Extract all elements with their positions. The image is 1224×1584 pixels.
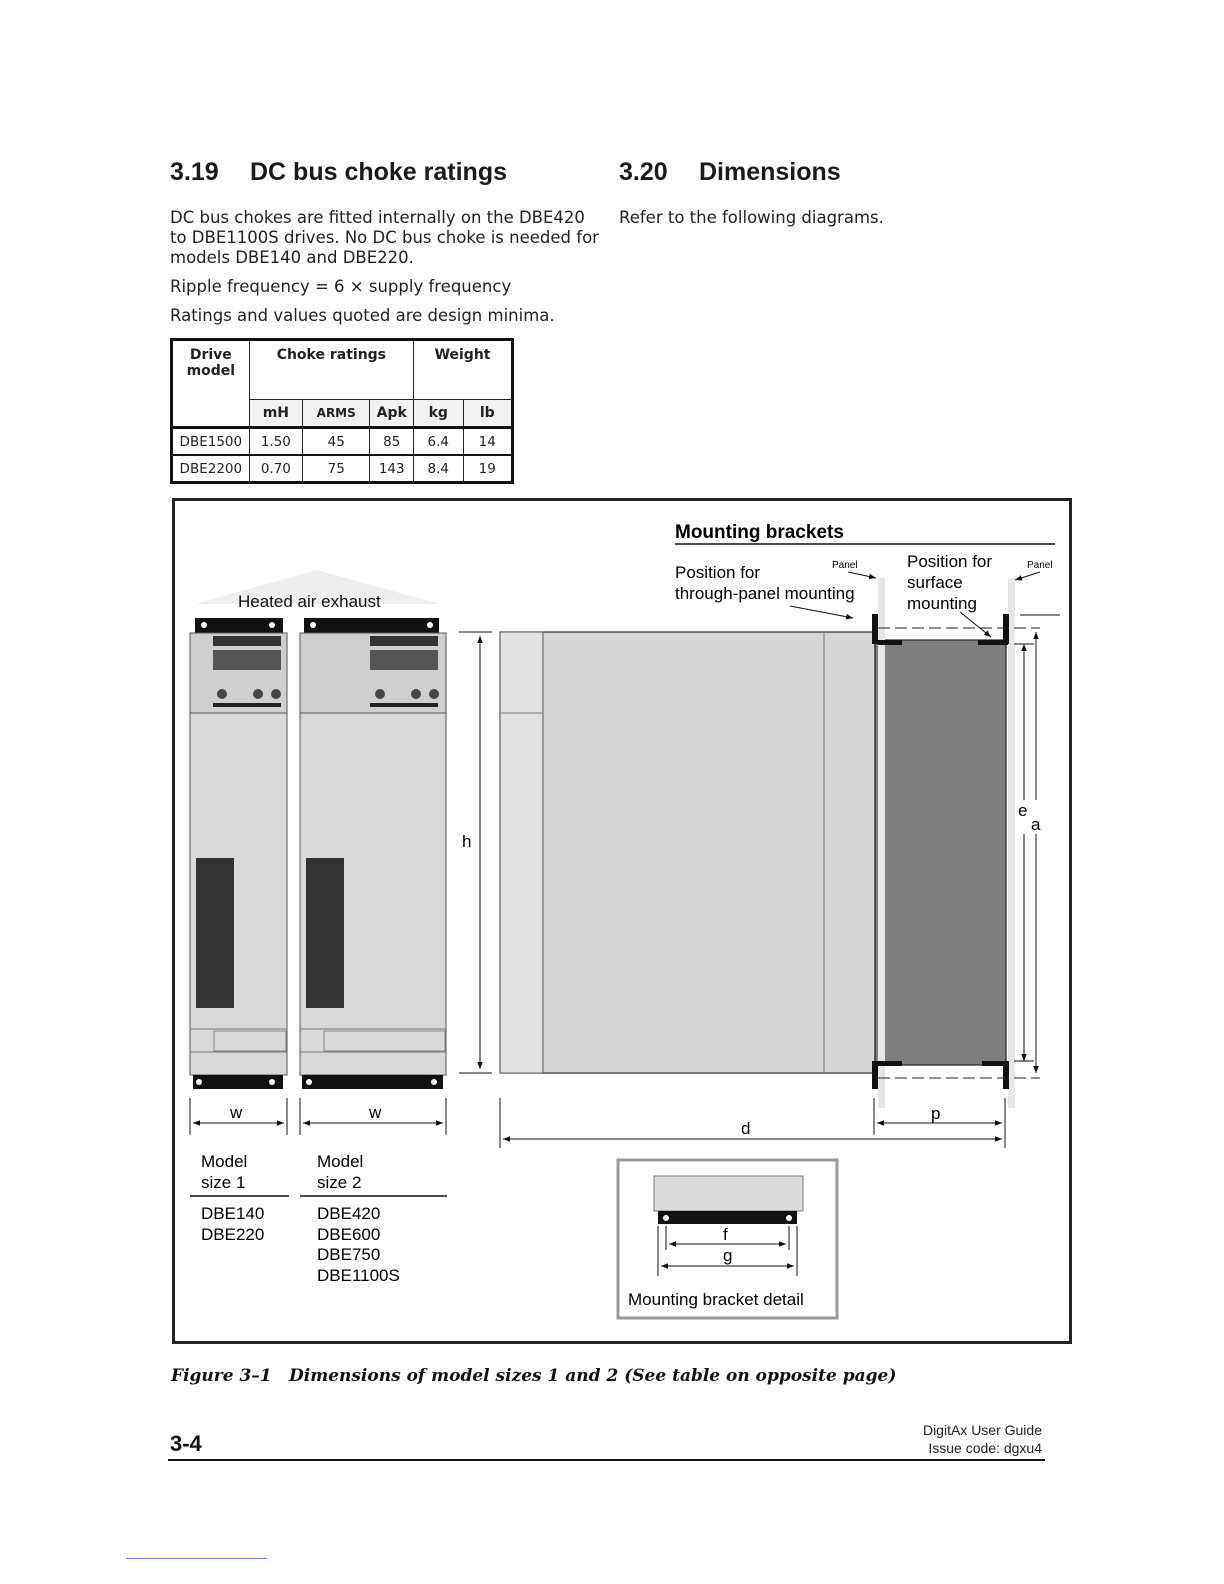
section-title: Dimensions — [699, 158, 841, 186]
paragraph: Ripple frequency = 6 × supply frequency — [170, 277, 512, 296]
table-cell: DBE1500 — [172, 428, 250, 456]
table-cell: 75 — [303, 455, 370, 483]
model-item: DBE220 — [201, 1225, 265, 1244]
model-size-2-heading: size 2 — [317, 1173, 362, 1192]
paragraph: Ratings and values quoted are design minima. — [170, 306, 555, 325]
dim-h-label: h — [462, 832, 472, 851]
unit-header: lb — [463, 400, 512, 428]
unit-header: mH — [249, 400, 302, 428]
guide-title: DigitAx User Guide — [922, 1422, 1042, 1438]
model-item: DBE750 — [317, 1245, 381, 1264]
footer-info — [923, 1421, 1042, 1457]
table-cell: 0.70 — [249, 455, 302, 483]
drive-model-size-2 — [300, 618, 446, 1089]
paragraph: Refer to the following diagrams. — [619, 208, 884, 227]
header-weight: Weight — [414, 340, 513, 400]
table-cell: 19 — [463, 455, 512, 483]
model-size-1-heading: Model — [201, 1152, 248, 1171]
footer-rule — [168, 1459, 1045, 1461]
surface-label: Position for — [907, 552, 993, 571]
table-cell: 1.50 — [249, 428, 302, 456]
panel-label: Panel — [1027, 560, 1053, 571]
table-cell: 14 — [463, 428, 512, 456]
bracket-detail-label: Mounting bracket detail — [628, 1290, 804, 1309]
panel-left — [878, 578, 885, 1108]
table-cell: 45 — [303, 428, 370, 456]
panel-right — [1008, 578, 1015, 1108]
panel-label: Panel — [832, 560, 858, 571]
mounting-bracket-detail — [618, 1160, 837, 1318]
table-cell: 8.4 — [414, 455, 464, 483]
dim-e-label: e — [1018, 801, 1028, 820]
issue-code: Issue code: dgxu4 — [928, 1440, 1042, 1456]
surface-label: mounting — [907, 594, 977, 613]
section-number: 3.20 — [619, 158, 668, 186]
model-item: DBE600 — [317, 1225, 381, 1244]
bottom-link-rule — [126, 1558, 267, 1559]
dim-a-label: a — [1031, 815, 1041, 834]
dim-d-label: d — [741, 1119, 751, 1138]
table-cell: 6.4 — [414, 428, 464, 456]
model-item: DBE140 — [201, 1204, 265, 1223]
through-panel-label: through-panel mounting — [675, 584, 855, 603]
dim-g-label: g — [723, 1246, 733, 1265]
table-cell: 143 — [370, 455, 414, 483]
header-drive-model: Drive model — [172, 340, 250, 400]
figure-text: Dimensions of model sizes 1 and 2 (See table on opposite page) — [289, 1366, 897, 1386]
dim-f-label: f — [723, 1225, 728, 1244]
model-size-1-heading: size 1 — [201, 1173, 246, 1192]
page-number: 3-4 — [170, 1431, 202, 1456]
figure-caption — [171, 1366, 896, 1386]
header-choke-ratings: Choke ratings — [249, 340, 413, 400]
unit-header: ARMS — [303, 400, 370, 428]
table-cell: 85 — [370, 428, 414, 456]
drive-model-size-1 — [190, 618, 287, 1089]
through-panel-label: Position for — [675, 563, 761, 582]
surface-label: surface — [907, 573, 963, 592]
model-size-2-heading: Model — [317, 1152, 364, 1171]
model-item: DBE420 — [317, 1204, 381, 1223]
section-number: 3.19 — [170, 158, 219, 186]
unit-header: kg — [414, 400, 464, 428]
mounting-brackets-title: Mounting brackets — [675, 522, 844, 543]
figure-label: Figure 3–1 — [171, 1366, 272, 1386]
model-item: DBE1100S — [317, 1266, 400, 1285]
section-title: DC bus choke ratings — [250, 158, 507, 186]
table-cell: DBE2200 — [172, 455, 250, 483]
heated-air-label: Heated air exhaust — [238, 592, 381, 611]
unit-header: Apk — [370, 400, 414, 428]
dim-p-label: p — [931, 1104, 941, 1123]
drive-side-view — [500, 632, 1006, 1073]
dim-w1-label: w — [230, 1103, 243, 1122]
dim-w2-label: w — [369, 1103, 382, 1122]
paragraph: DC bus chokes are fitted internally on the DBE420 to DBE1100S drives. No DC bus choke is needed for models DBE140 and DBE220. — [170, 208, 599, 267]
